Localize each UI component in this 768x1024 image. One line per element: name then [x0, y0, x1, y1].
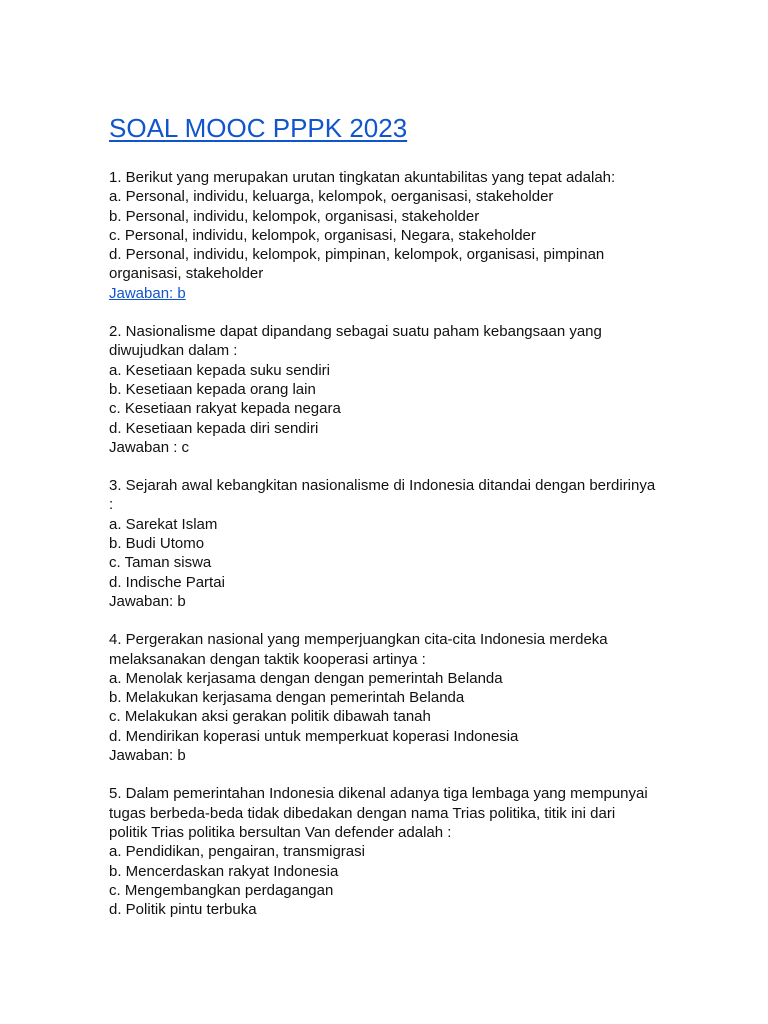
question-5: [109, 784, 669, 919]
option-c: c. Taman siswa: [109, 554, 212, 572]
question-stem-continued: diwujudkan dalam :: [109, 342, 238, 360]
question-3: [109, 476, 669, 611]
answer-link[interactable]: Jawaban: b: [109, 284, 186, 302]
option-b: b. Budi Utomo: [109, 535, 205, 553]
option-a: a. Pendidikan, pengairan, transmigrasi: [109, 843, 365, 861]
question-1: [109, 168, 669, 303]
option-b: b. Melakukan kerjasama dengan pemerintah Belanda: [109, 689, 465, 707]
question-stem: 5. Dalam pemerintahan Indonesia dikenal adanya tiga lembaga yang mempunyai: [109, 785, 648, 803]
question-4: [109, 630, 669, 765]
question-2: [109, 322, 669, 457]
question-stem: 4. Pergerakan nasional yang memperjuangkan cita-cita Indonesia merdeka: [109, 631, 608, 649]
question-stem: 2. Nasionalisme dapat dipandang sebagai suatu paham kebangsaan yang: [109, 323, 602, 341]
option-d: d. Personal, individu, kelompok, pimpinan, kelompok, organisasi, pimpinan: [109, 246, 605, 264]
option-a: a. Menolak kerjasama dengan dengan pemerintah Belanda: [109, 669, 503, 687]
question-stem-continued: tugas berbeda-beda tidak dibedakan dengan nama Trias politika, titik ini dari: [109, 804, 616, 822]
answer-text: Jawaban : c: [109, 438, 190, 456]
option-b: b. Personal, individu, kelompok, organisasi, stakeholder: [109, 207, 480, 225]
option-d: d. Kesetiaan kepada diri sendiri: [109, 419, 319, 437]
option-d: d. Mendirikan koperasi untuk memperkuat koperasi Indonesia: [109, 727, 519, 745]
option-b: b. Mencerdaskan rakyat Indonesia: [109, 862, 339, 880]
option-c: c. Melakukan aksi gerakan politik dibawah tanah: [109, 708, 431, 726]
option-d: d. Politik pintu terbuka: [109, 901, 257, 919]
option-a: a. Kesetiaan kepada suku sendiri: [109, 361, 330, 379]
question-stem-continued: politik Trias politika bersultan Van defender adalah :: [109, 823, 452, 841]
option-c: c. Personal, individu, kelompok, organisasi, Negara, stakeholder: [109, 226, 536, 244]
option-d-continued: organisasi, stakeholder: [109, 265, 264, 283]
answer-text: Jawaban: b: [109, 747, 186, 765]
option-b: b. Kesetiaan kepada orang lain: [109, 380, 316, 398]
option-c: c. Mengembangkan perdagangan: [109, 881, 334, 899]
question-stem: 3. Sejarah awal kebangkitan nasionalisme di Indonesia ditandai dengan berdirinya: [109, 477, 656, 495]
document-title[interactable]: SOAL MOOC PPPK 2023: [109, 113, 408, 143]
option-d: d. Indische Partai: [109, 573, 225, 591]
option-a: a. Sarekat Islam: [109, 515, 218, 533]
option-c: c. Kesetiaan rakyat kepada negara: [109, 400, 341, 418]
option-a: a. Personal, individu, keluarga, kelompok, oerganisasi, stakeholder: [109, 188, 554, 206]
question-stem-continued: melaksanakan dengan taktik kooperasi artinya :: [109, 650, 426, 668]
document-page: [109, 112, 669, 938]
question-stem-continued: :: [109, 496, 114, 514]
question-stem: 1. Berikut yang merupakan urutan tingkatan akuntabilitas yang tepat adalah:: [109, 169, 616, 186]
answer-text: Jawaban: b: [109, 592, 186, 610]
